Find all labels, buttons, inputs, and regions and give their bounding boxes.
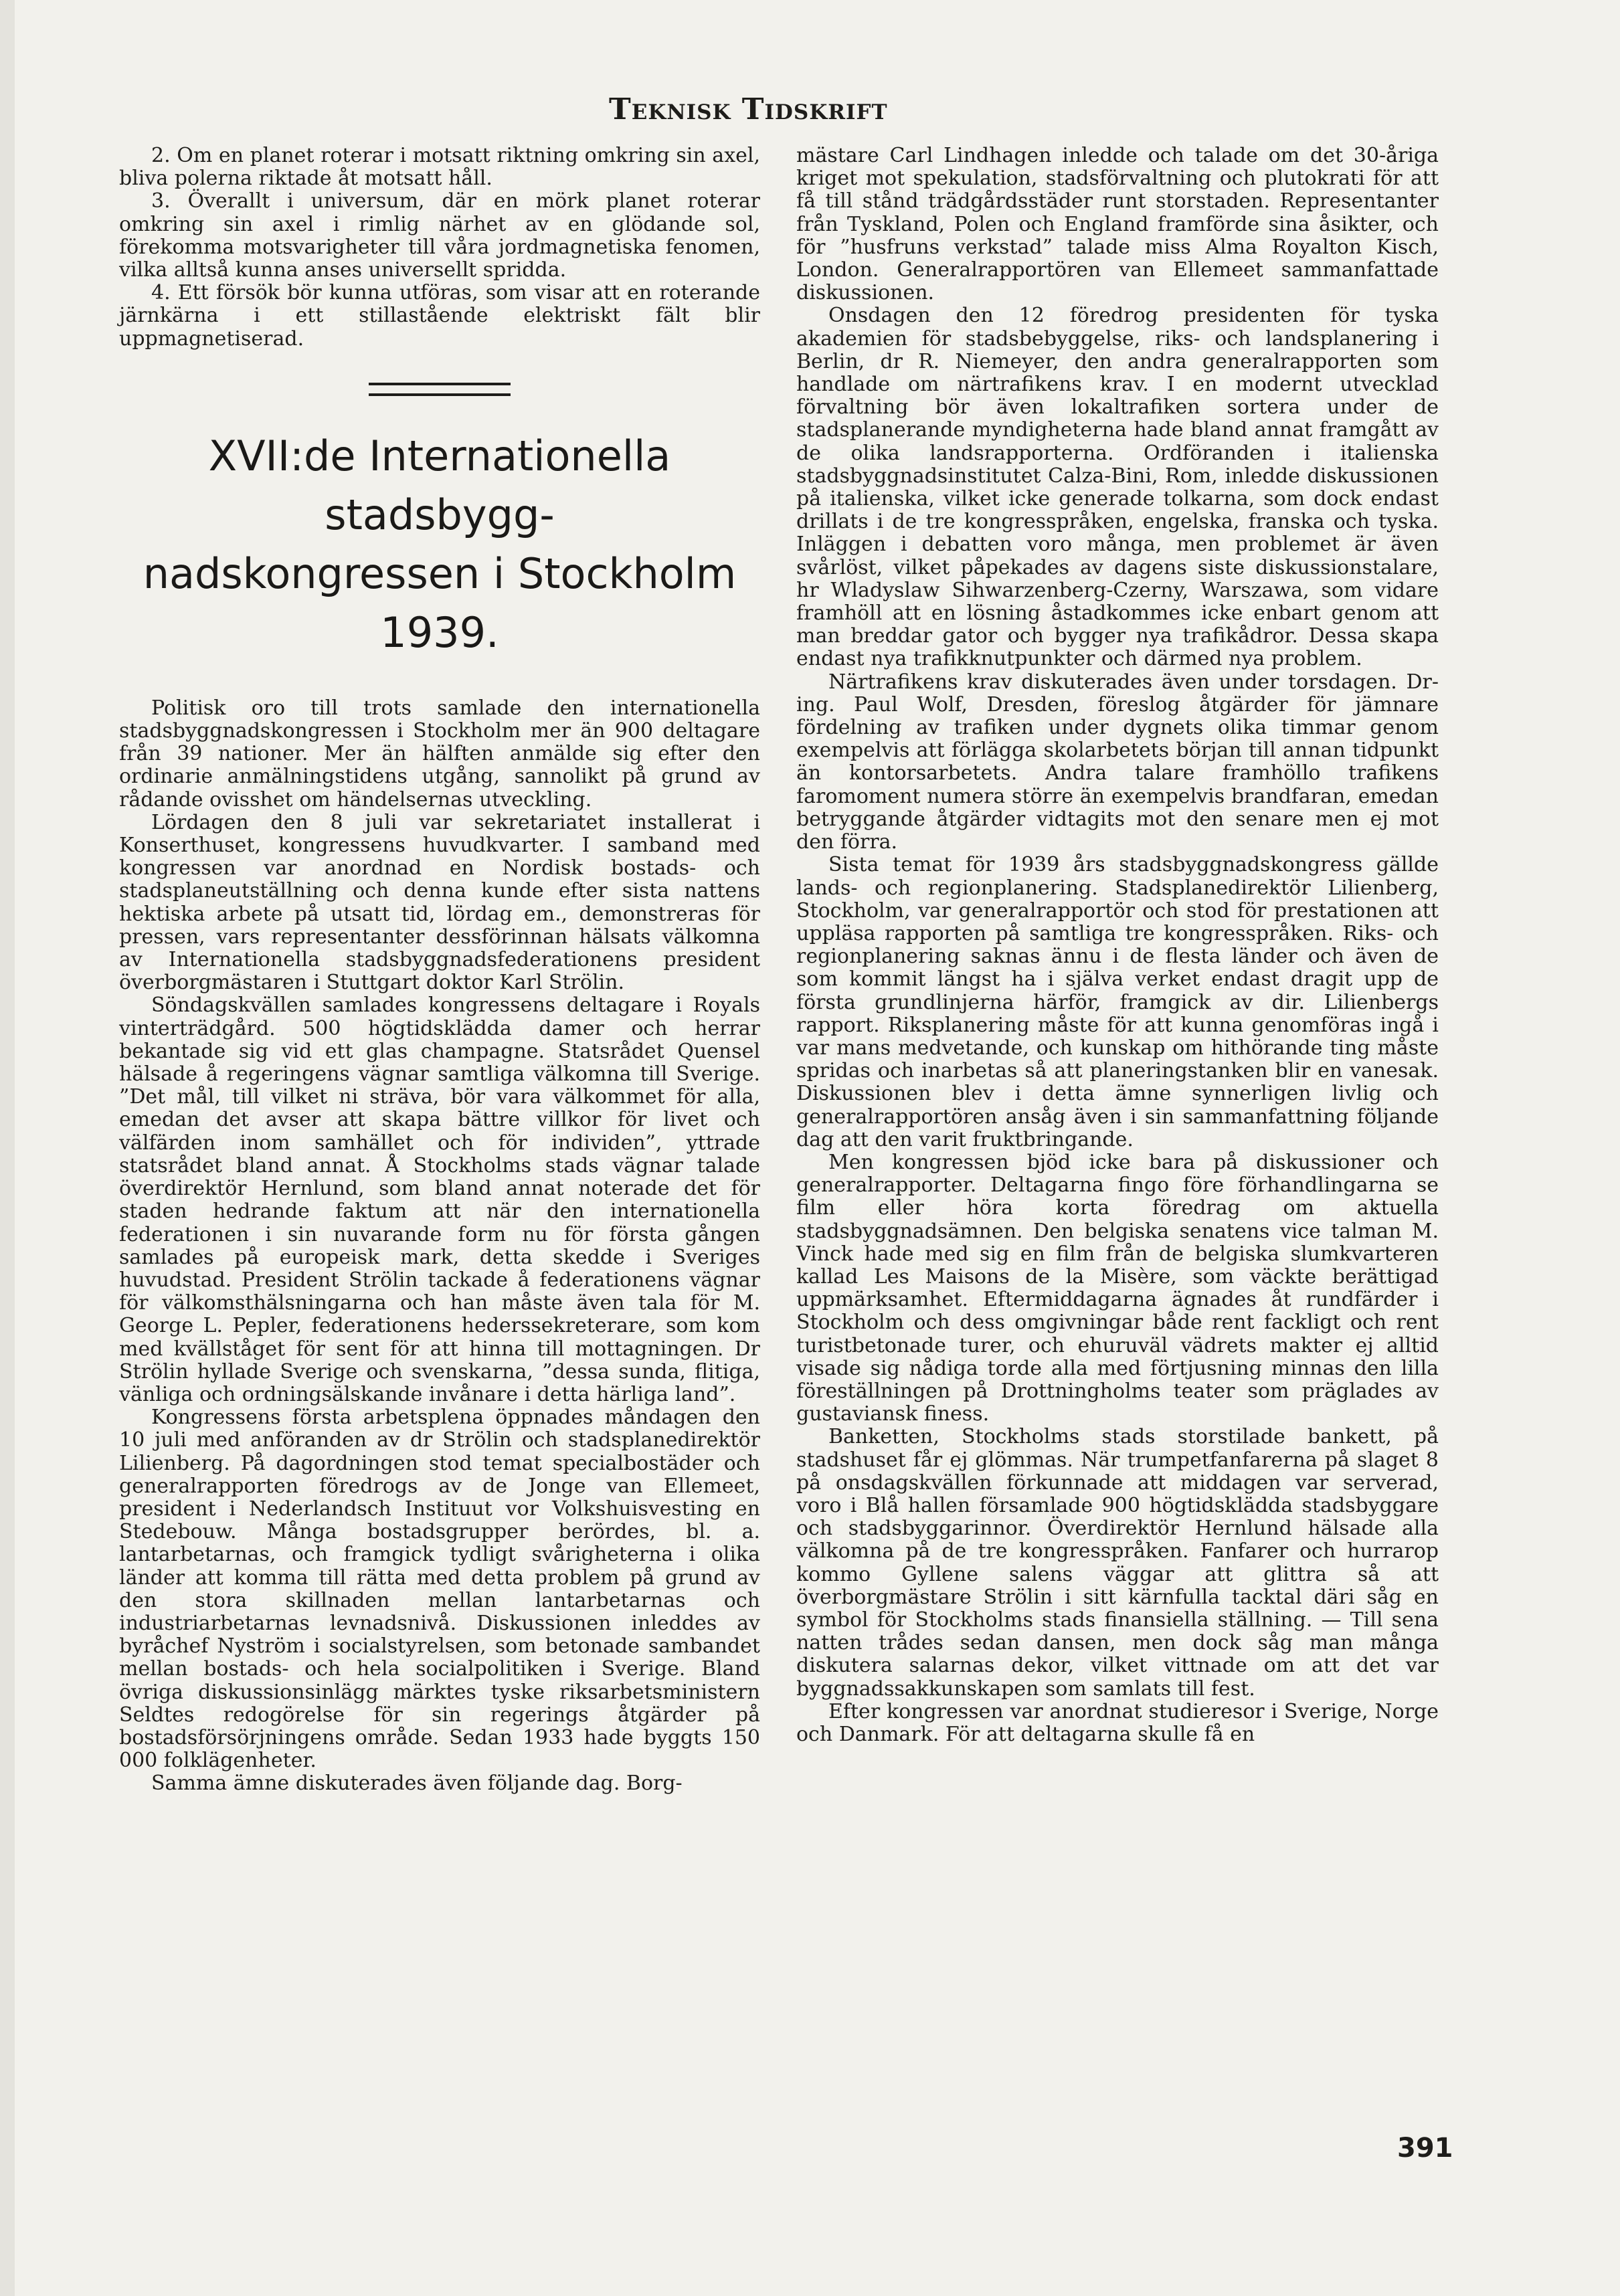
journal-title: Teknisk Tidskrift xyxy=(609,92,888,126)
intro-paragraph: 4. Ett försök bör kunna utföras, som visar att en roterande järnkärna i ett stillastående elektriskt fält blir uppmagnetiserad. xyxy=(119,281,760,351)
article-paragraph: Närtrafikens krav diskuterades även under torsdagen. Dr-ing. Paul Wolf, Dresden, föreslog åtgärder för jämnare fördelning av trafiken under dygnets olika timmar genom exempelvis att förlägga skolarbetets början till annan tidpunkt än kontorsarbetets. Andra talare framhöllo trafikens faromoment numera större än exempelvis brandfaran, emedan betryggande åtgärder vidtagits mot den senare men ej mot den förra. xyxy=(796,670,1439,854)
article-paragraph: Lördagen den 8 juli var sekretariatet installerat i Konserthuset, kongressens huvudkvarter. I samband med kongressen var anordnad en Nordisk bostads- och stadsplaneutställning och denna kunde efter sista nattens hektiska arbete på utsatt tid, lördag em., demonstreras för pressen, vars representanter dessförinnan hälsats välkomna av Internationella stadsbyggnadsfederationens president överborgmästaren i Stuttgart doktor Karl Strölin. xyxy=(119,810,760,995)
article-paragraph: Banketten, Stockholms stads storstilade bankett, på stadshuset får ej glömmas. När trumpetfanfarerna på slaget 8 på onsdagskvällen förkunnade att middagen var serverad, voro i Blå hallen församlade 900 högtidsklädda stadsbyggare och stadsbyggarinnor. Överdirektör Hernlund hälsade alla välkomna på de tre kongresspråken. Fanfarer och hurrarop kommo Gyllene salens väggar att glittra så att överborgmästare Strölin i sitt kärnfulla tacktal däri såg en symbol för Stockholms stads finansiella ställning. — Till sena natten trådes sedan dansen, men dock såg man många diskutera salarnas dekor, vilket vittnade om att det var byggnadssakkunskapen som samlats till fest. xyxy=(796,1425,1439,1701)
article-paragraph: Men kongressen bjöd icke bara på diskussioner och generalrapporter. Deltagarna fingo före förhandlingarna se film eller höra korta föredrag om aktuella stadsbyggnadsämnen. Den belgiska senatens vice talman M. Vinck hade med sig en film från de belgiska slumkvarteren kallad Les Maisons de la Misère, som väckte berättigad uppmärksamhet. Eftermiddagarna ägnades åt rundfärder i Stockholm och dess omgivningar både rent fackligt och rent turistbetonade turer, och ehuruväl vädrets makter ej alltid visade sig nådiga torde alla med förtjusning minnas den lilla föreställningen på Drottningholms teater som präglades av gustaviansk finess. xyxy=(796,1150,1439,1426)
page-number: 391 xyxy=(1397,2133,1453,2164)
intro-paragraph: 2. Om en planet roterar i motsatt riktning omkring sin axel, bliva polerna riktade åt motsatt håll. xyxy=(119,144,760,191)
article-paragraph: Sista temat för 1939 års stadsbyggnadskongress gällde lands- och regionplanering. Stadsplanedirektör Lilienberg, Stockholm, var generalrapportör och stod för prestationen att uppläsa rapporten på samtliga tre kongresspråken. Riks- och regionplanering saknas ännu i de flesta länder och även de som kommit längst ha i själva verket endast dragit upp de första grundlinjerna härför, framgick av dir. Lilienbergs rapport. Riksplanering måste för att kunna genomföras ingå i var mans medvetande, och kunskap om hithörande ting måste spridas och inarbetas så att planeringstanken blir en vanesak. Diskussionen blev i detta ämne synnerligen livlig och generalrapportören ansåg även i sin sammanfattning följande dag att den varit fruktbringande. xyxy=(796,853,1439,1151)
section-divider xyxy=(369,383,511,396)
article-paragraph: Söndagskvällen samlades kongressens deltagare i Royals vinterträdgård. 500 högtidsklädda damer och herrar bekantade sig vid ett glas champagne. Statsrådet Quensel hälsade å regeringens vägnar samtliga välkomna till Sverige. ”Det mål, till vilket ni sträva, bör vara välkommet för alla, emedan det avser att skapa bättre villkor för livet och välfärden inom samhället och för individen”, yttrade statsrådet bland annat. Å Stockholms stads vägnar talade överdirektör Hernlund, som bland annat noterade det för staden hedrande faktum att när den internationella federationen i sin nuvarande form nu för första gången samlades på europeisk mark, detta skedde i Sveriges huvudstad. President Strölin tackade å federationens vägnar för välkomsthälsningarna och han måste även tala för M. George L. Pepler, federationens hederssekreterare, som kom med kvällståget för sent för att hinna till mottagningen. Dr Strölin hyllade Sverige och svenskarna, ”dessa sunda, flitiga, vänliga och ordningsälskande invånare i detta härliga land”. xyxy=(119,993,760,1406)
article-title xyxy=(119,427,760,662)
article-title-line: XVII:de Internationella stadsbygg- xyxy=(208,431,671,539)
article-paragraph: Samma ämne diskuterades även följande dag. Borg- xyxy=(151,1772,683,1796)
article-paragraph: Politisk oro till trots samlade den internationella stadsbyggnadskongressen i Stockholm mer än 900 deltagare från 39 nationer. Mer än hälften anmälde sig efter den ordinarie anmälningstidens utgång, sannolikt på grund av rådande ovisshet om händelsernas utveckling. xyxy=(119,696,760,811)
article-title-line: 1939. xyxy=(380,607,499,657)
article-paragraph: mästare Carl Lindhagen inledde och talade om det 30-åriga kriget mot spekulation, stadsförvaltning och plutokrati för att få till stånd trädgårdsstäder runt storstaden. Representanter från Tyskland, Polen och England framförde sina åsikter, och för ”husfruns verkstad” talade miss Alma Royalton Kisch, London. Generalrapportören van Ellemeet sammanfattade diskussionen. xyxy=(796,144,1439,305)
scan-edge xyxy=(0,0,15,2296)
article-title-line: nadskongressen i Stockholm xyxy=(143,549,737,598)
right-column xyxy=(796,145,1439,1746)
article-paragraph: Efter kongressen var anordnat studieresor i Sverige, Norge och Danmark. För att deltagarna skulle få en xyxy=(796,1699,1439,1747)
left-column xyxy=(119,145,760,1796)
article-paragraph: Kongressens första arbetsplena öppnades måndagen den 10 juli med anföranden av dr Strölin och stadsplanedirektör Lilienberg. På dagordningen stod temat specialbostäder och generalrapporten föredrogs av de Jonge van Ellemeet, president i Nederlandsch Instituut vor Volkshuisvesting en Stedebouw. Många bostadsgrupper berördes, bl. a. lantarbetarnas, och framgick tydligt svårigheterna i olika länder att komma till rätta med detta problem på grund av den stora skillnaden mellan lantarbetarnas och industriarbetarnas levnadsnivå. Diskussionen inleddes av byråchef Nyström i socialstyrelsen, som betonade sambandet mellan bostads- och hela socialpolitiken i Sverige. Bland övriga diskussionsinlägg märktes tyske riksarbetsministern Seldtes redogörelse för sin regerings åtgärder på bostadsförsörjningens område. Sedan 1933 hade byggts 150 000 folklägenheter. xyxy=(119,1406,760,1773)
article-paragraph: Onsdagen den 12 föredrog presidenten för tyska akademien för stadsbebyggelse, riks- och landsplanering i Berlin, dr R. Niemeyer, den andra generalrapporten som handlade om närtrafikens krav. I en modernt utvecklad förvaltning bör även lokaltrafiken sortera under de stadsplanerande myndigheterna hade bland annat framgått av de olika landsrapporterna. Ordföranden i italienska stadsbyggnadsinstitutet Calza-Bini, Rom, inledde diskussionen på italienska, vilket icke generade tolkarna, som dock endast drillats i de tre kongresspråken, engelska, franska och tyska. Inläggen i debatten voro många, men problemet är även svårlöst, vilket påpekades av dagens siste diskussionstalare, hr Wladyslaw Sihwarzenberg-Czerny, Warszawa, som vidare framhöll att en lösning åstadkommes icke enbart genom att man breddar gator och bygger nya trafikådror. Dessa skapa endast nya trafikknutpunkter och därmed nya problem. xyxy=(796,304,1439,671)
intro-paragraph: 3. Överallt i universum, där en mörk planet roterar omkring sin axel i rimlig närhet av en glödande sol, förekomma motsvarigheter till våra jordmagnetiska fenomen, vilka alltså kunna anses universellt spridda. xyxy=(119,189,760,282)
